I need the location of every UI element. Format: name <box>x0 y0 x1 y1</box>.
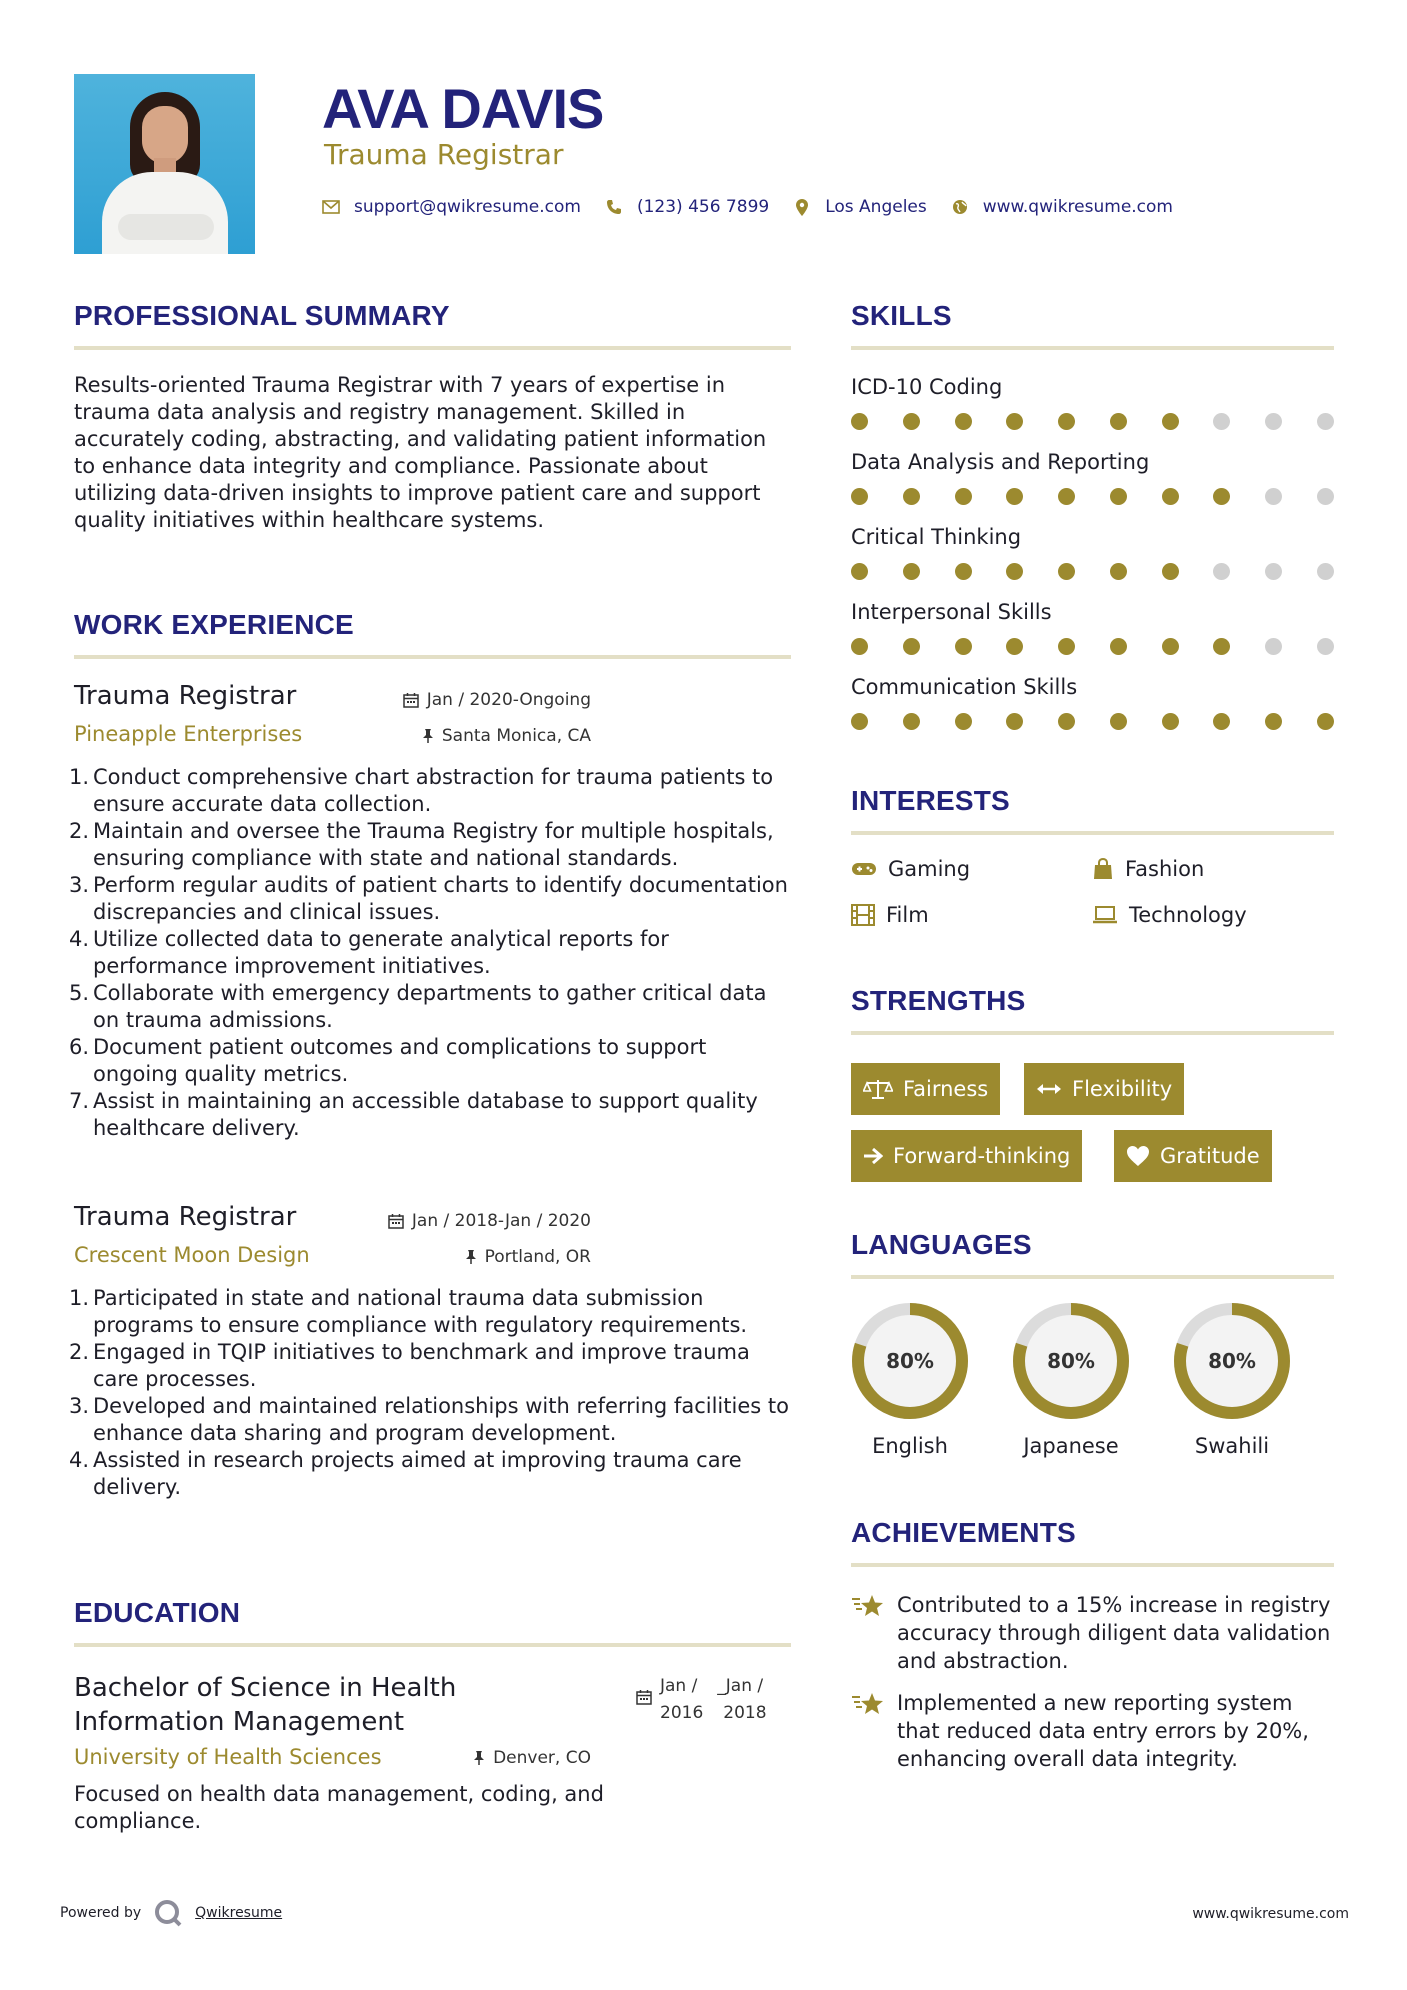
strengths-divider <box>851 1031 1334 1035</box>
skills-heading: SKILLS <box>851 300 952 331</box>
skill-dot-filled <box>1006 563 1023 580</box>
skill-name: Critical Thinking <box>851 525 1022 549</box>
footer-branding: Powered by Qwikresume <box>60 1898 282 1928</box>
skill-dot-filled <box>1058 413 1075 430</box>
language-gauge <box>1008 1298 1134 1424</box>
candidate-name: AVA DAVIS <box>322 77 604 140</box>
balance-scale-icon <box>863 1078 893 1100</box>
list-item: 3. Perform regular audits of patient charts to identify documentation discrepancies and clinical issues. <box>69 873 788 924</box>
job-location: Portland, OR <box>465 1247 591 1267</box>
skill-dot-filled <box>903 488 920 505</box>
skill-dot-filled <box>1006 713 1023 730</box>
achievement-item: Implemented a new reporting system that reduced data entry errors by 20%, enhancing overall data integrity. <box>851 1689 1341 1773</box>
pushpin-icon <box>473 1750 485 1766</box>
list-item: 1. Participated in state and national trauma data submission programs to ensure compliance with regulatory requirements. <box>69 1286 748 1337</box>
laptop-icon <box>1092 905 1118 925</box>
shopping-bag-icon <box>1092 858 1114 880</box>
job-location: Santa Monica, CA <box>422 726 591 746</box>
skill-rating <box>851 561 1334 581</box>
skill-rating <box>851 636 1334 656</box>
interest-item: Film <box>851 903 929 927</box>
skill-dot-filled <box>851 413 868 430</box>
skill-dot-filled <box>1058 488 1075 505</box>
skill-dot-empty <box>1317 413 1334 430</box>
education-heading: EDUCATION <box>74 1597 241 1628</box>
skill-dot-filled <box>1162 638 1179 655</box>
interest-item: Gaming <box>851 857 970 881</box>
summary-divider <box>74 346 791 350</box>
education-dates: Jan / 2016 _Jan / 2018 <box>636 1673 767 1727</box>
school-name: University of Health Sciences <box>74 1745 382 1769</box>
footer-brand-link[interactable]: Qwikresume <box>195 1905 283 1921</box>
skill-dot-filled <box>1110 638 1127 655</box>
summary-heading: PROFESSIONAL SUMMARY <box>74 300 450 331</box>
contact-location: Los Angeles <box>825 197 927 217</box>
strengths-heading: STRENGTHS <box>851 985 1026 1016</box>
language-gauge <box>847 1298 973 1424</box>
skill-dot-filled <box>1058 563 1075 580</box>
skill-dot-filled <box>851 563 868 580</box>
skill-dot-filled <box>1110 413 1127 430</box>
skill-dot-empty <box>1213 563 1230 580</box>
calendar-icon <box>636 1689 652 1705</box>
skill-rating <box>851 711 1334 731</box>
languages-heading: LANGUAGES <box>851 1229 1032 1260</box>
language-gauge <box>1169 1298 1295 1424</box>
skill-dot-filled <box>903 638 920 655</box>
strength-badge: Flexibility <box>1024 1063 1184 1115</box>
skill-name: Data Analysis and Reporting <box>851 450 1150 474</box>
skill-dot-empty <box>1317 488 1334 505</box>
list-item: 6. Document patient outcomes and complications to support ongoing quality metrics. <box>69 1035 707 1086</box>
skill-dot-empty <box>1265 488 1282 505</box>
calendar-icon <box>388 1213 404 1229</box>
strength-badge: Forward-thinking <box>851 1130 1082 1182</box>
skill-dot-filled <box>851 713 868 730</box>
skill-dot-filled <box>1162 713 1179 730</box>
company-name: Pineapple Enterprises <box>74 722 303 746</box>
skill-dot-filled <box>1265 713 1282 730</box>
skill-dot-filled <box>955 413 972 430</box>
interest-item: Fashion <box>1092 857 1204 881</box>
skill-dot-filled <box>1162 413 1179 430</box>
skill-dot-filled <box>1006 488 1023 505</box>
arrows-horizontal-icon <box>1036 1082 1062 1096</box>
education-divider <box>74 1643 791 1647</box>
education-location: Denver, CO <box>473 1748 591 1768</box>
skill-dot-filled <box>1110 713 1127 730</box>
pushpin-icon <box>465 1249 477 1265</box>
skill-dot-filled <box>1213 638 1230 655</box>
contact-website[interactable]: www.qwikresume.com <box>982 197 1173 217</box>
film-icon <box>851 904 875 926</box>
achievement-item: Contributed to a 15% increase in registry accuracy through diligent data validation and abstraction. <box>851 1591 1341 1675</box>
arrow-right-icon <box>863 1147 883 1165</box>
skill-dot-filled <box>955 488 972 505</box>
skill-dot-empty <box>1317 638 1334 655</box>
pushpin-icon <box>422 728 434 744</box>
skill-dot-empty <box>1317 563 1334 580</box>
language-item: 80% English <box>845 1298 975 1458</box>
experience-divider <box>74 655 791 659</box>
achievements-divider <box>851 1563 1334 1567</box>
skill-dot-filled <box>1162 488 1179 505</box>
job-dates: Jan / 2018-Jan / 2020 <box>388 1211 591 1231</box>
skill-dot-filled <box>955 713 972 730</box>
education-description: Focused on health data management, coding, and compliance. <box>74 1782 604 1833</box>
skill-dot-filled <box>1110 488 1127 505</box>
skill-dot-filled <box>1006 413 1023 430</box>
candidate-title: Trauma Registrar <box>324 138 564 171</box>
svg-text:80%: 80% <box>1208 1349 1256 1373</box>
skill-rating <box>851 486 1334 506</box>
heart-icon <box>1126 1145 1150 1167</box>
star-award-icon <box>851 1593 885 1619</box>
summary-text: Results-oriented Trauma Registrar with 7 years of expertise in trauma data analysis and registry management. Skilled in accurately coding, abstracting, and validating patient information to enhance data integrity and compliance. Passionate about utilizing data-driven insights to improve patient care and support quality initiatives within healthcare systems. <box>74 373 767 532</box>
globe-icon <box>951 198 969 216</box>
envelope-icon <box>322 198 340 216</box>
skill-dot-empty <box>1213 413 1230 430</box>
svg-text:80%: 80% <box>1047 1349 1095 1373</box>
strength-badge: Gratitude <box>1114 1130 1272 1182</box>
profile-photo <box>74 74 255 254</box>
list-item: 5. Collaborate with emergency departments to gather critical data on trauma admissions. <box>69 981 767 1032</box>
list-item: 2. Maintain and oversee the Trauma Registry for multiple hospitals, ensuring compliance with state and national standards. <box>69 819 774 870</box>
svg-text:80%: 80% <box>886 1349 934 1373</box>
gamepad-icon <box>851 861 877 877</box>
skill-dot-filled <box>955 563 972 580</box>
strength-badge: Fairness <box>851 1063 1000 1115</box>
job-dates: Jan / 2020-Ongoing <box>403 690 591 710</box>
skill-dot-filled <box>1110 563 1127 580</box>
skill-dot-filled <box>1058 713 1075 730</box>
skill-dot-filled <box>1317 713 1334 730</box>
language-item: 80% Swahili <box>1167 1298 1297 1458</box>
interest-item: Technology <box>1092 903 1247 927</box>
job-title: Trauma Registrar <box>74 681 297 711</box>
qwikresume-logo-icon <box>153 1898 183 1928</box>
map-pin-icon <box>793 198 811 216</box>
skill-dot-filled <box>1162 563 1179 580</box>
skill-dot-filled <box>903 563 920 580</box>
job-bullets <box>69 1285 791 1501</box>
languages-divider <box>851 1275 1334 1279</box>
skill-dot-filled <box>851 638 868 655</box>
achievements-heading: ACHIEVEMENTS <box>851 1517 1076 1548</box>
list-item: 4. Utilize collected data to generate analytical reports for performance improvement initiatives. <box>69 927 669 978</box>
skill-dot-filled <box>1006 638 1023 655</box>
interests-divider <box>851 831 1334 835</box>
skill-name: Communication Skills <box>851 675 1078 699</box>
degree-title: Bachelor of Science in Health Information Management <box>74 1673 457 1737</box>
skill-dot-filled <box>903 413 920 430</box>
skill-rating <box>851 411 1334 431</box>
skill-dot-filled <box>955 638 972 655</box>
list-item: 2. Engaged in TQIP initiatives to benchmark and improve trauma care processes. <box>69 1340 750 1391</box>
skill-dot-filled <box>903 713 920 730</box>
contact-email[interactable]: support@qwikresume.com <box>354 197 581 217</box>
contact-bar <box>322 193 1197 221</box>
star-award-icon <box>851 1691 885 1717</box>
skill-dot-empty <box>1265 638 1282 655</box>
interests-heading: INTERESTS <box>851 785 1010 816</box>
skill-name: Interpersonal Skills <box>851 600 1052 624</box>
job-title: Trauma Registrar <box>74 1202 297 1232</box>
phone-icon <box>605 198 623 216</box>
company-name: Crescent Moon Design <box>74 1243 310 1267</box>
skill-dot-filled <box>851 488 868 505</box>
skill-dot-filled <box>1213 713 1230 730</box>
skill-dot-filled <box>1058 638 1075 655</box>
calendar-icon <box>403 692 419 708</box>
list-item: 7. Assist in maintaining an accessible database to support quality healthcare delivery. <box>69 1089 758 1140</box>
skill-dot-empty <box>1265 413 1282 430</box>
list-item: 3. Developed and maintained relationships with referring facilities to enhance data sharing and program development. <box>69 1394 789 1445</box>
contact-phone[interactable]: (123) 456 7899 <box>636 197 770 217</box>
language-item: 80% Japanese <box>1006 1298 1136 1458</box>
list-item: 4. Assisted in research projects aimed at improving trauma care delivery. <box>69 1448 742 1499</box>
skills-divider <box>851 346 1334 350</box>
job-bullets <box>69 764 791 1142</box>
list-item: 1. Conduct comprehensive chart abstraction for trauma patients to ensure accurate data collection. <box>69 765 774 816</box>
skill-name: ICD-10 Coding <box>851 375 1003 399</box>
skill-dot-filled <box>1213 488 1230 505</box>
footer-url[interactable]: www.qwikresume.com <box>1192 1906 1349 1922</box>
experience-heading: WORK EXPERIENCE <box>74 609 354 640</box>
skill-dot-empty <box>1265 563 1282 580</box>
